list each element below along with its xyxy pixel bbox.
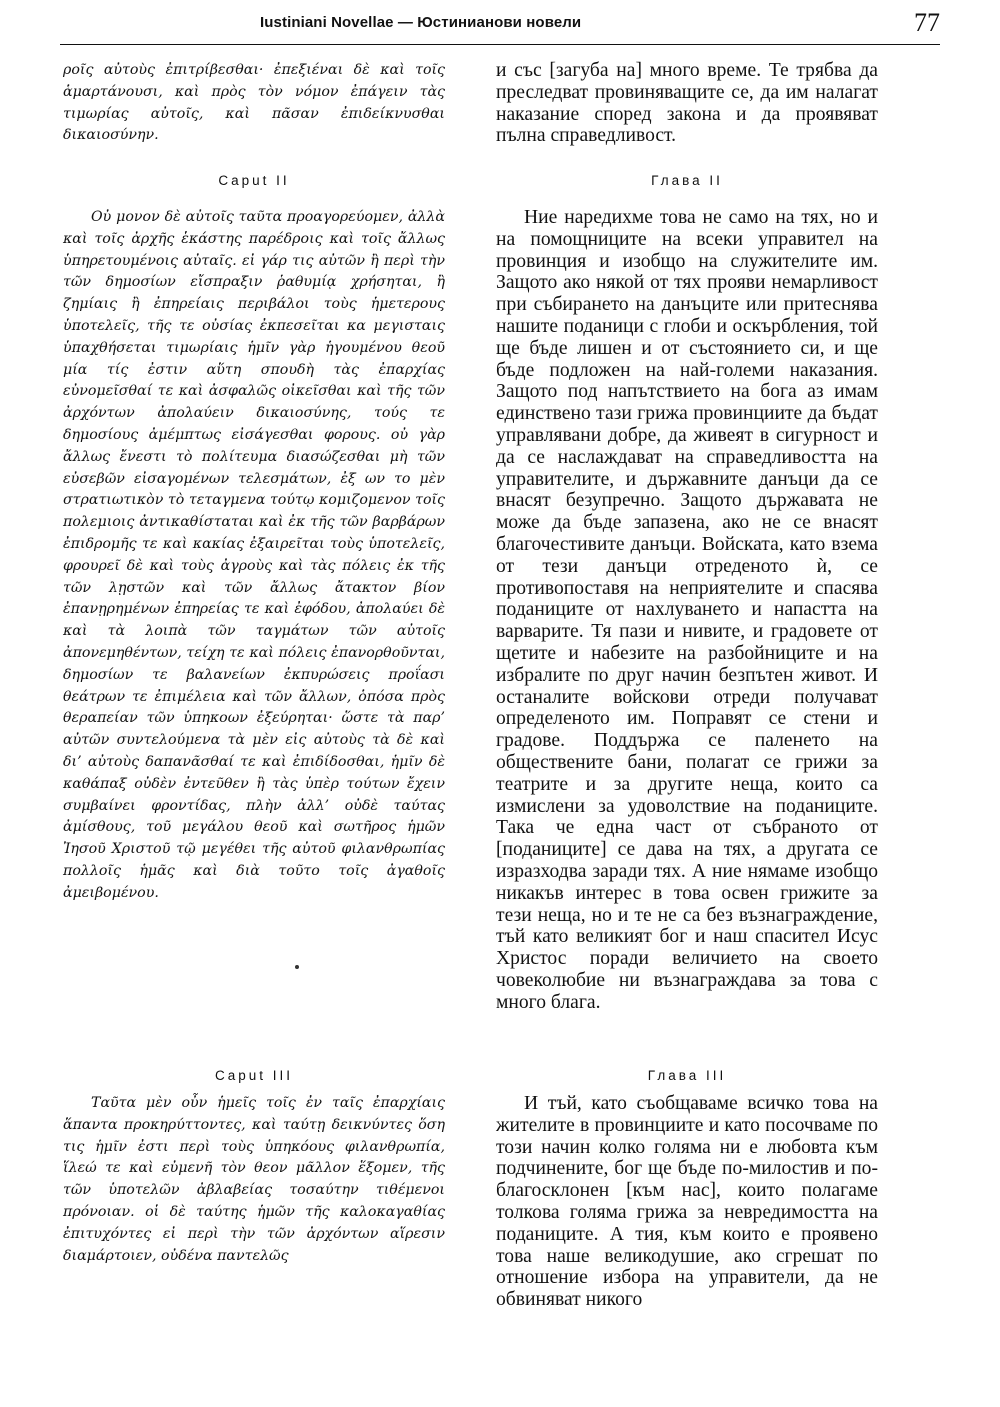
- greek-heading-caput-2: Caput II: [218, 173, 290, 188]
- bulgarian-paragraph-continued: и със [загуба на] много време. Те трябва да преследват провиняващите се, да им налагат наказание според закона и да проявяват пълна справедливост.: [496, 60, 878, 147]
- running-head: Iustiniani Novellae — Юстинианови новели: [260, 14, 582, 31]
- stray-dot: [295, 965, 299, 969]
- page-number: 77: [914, 8, 940, 37]
- greek-paragraph-caput-2: Οὐ μονον δὲ αὐτοῖς ταῦτα προαγορεύομεν, ἀλλὰ καὶ τοῖς ἀρχῆς ἑκάστης παρέδροις καὶ τοῖς ἄλλως ὑπηρετουμένοις αὐταῖς. εἰ γάρ τις αὐτῶν ἢ περὶ τὴν τῶν δημοσίων εἴσπραξιν ῥαθυμίᾳ χρήσηται, ἢ ζημίαις ἢ ἐπηρείαις περιβάλοι τοὺς ἡμετερους ὑποτελεῖς, τῆς τε οὐσίας ἐκπεσεῖται κα μεγισταις ὑπαχθήσεται τιμωρίαις ἡμῖν γὰρ ἡγουμένου θεοῦ μία τίς ἐστιν αὕτη σπουδὴ τὰς ἐπαρχίας εὐνομεῖσθαί τε καὶ ἀσφαλῶς οἰκεῖσθαι καὶ τῆς τῶν ἀρχόντων ἀπολαύειν δικαιοσύνης, τούς τε δημοσίους ἀμέμπτως εἰσάγεσθαι φορους. οὐ γὰρ ἄλλως ἔνεστι τὸ πολίτευμα διασώζεσθαι μὴ τῶν εὐσεβῶν εἰσαγομένων τελεσμάτων, ἐξ ων το μὲν στρατιωτικὸν τὸ τεταγμενα τούτῳ κομιζομενον τοῖς πολεμιοις ἀντικαθίσταται καὶ ἐκ τῆς τῶν βαρβάρων ἐπιδρομῆς τε καὶ κακίας ἐξαιρεῖται τοὺς ὑποτελεῖς, φρουρεῖ δὲ καὶ τοὺς ἀγροὺς καὶ τὰς πόλεις ἐκ τῆς τῶν λῃστῶν καὶ τῶν ἄλλως ἄτακτον βίον ἐπανῃρημένων ἐπηρείας τε καὶ ἐφόδου, ἀπολαύει δὲ καὶ τὰ λοιπὰ τῶν ταγμάτων τῶν αὐτοῖς ἀπονεμηθέντων, τείχη τε καὶ πόλεις ἐπανορθοῦνται, δημοσίων τε βαλανείων ἐκπυρώσεις προΐασι θεάτρων τε ἐπιμέλεια καὶ τῶν ἄλλων, ὁπόσα πρὸς θεραπείαν τῶν ὑπηκοων ἐξεύρηται· ὥστε τὰ παρ’ αὐτῶν συντελούμενα τὰ μὲν εἰς αὐτοὺς τὰ δὲ καὶ δι’ αὐτοὺς δαπανᾶσθαί τε καὶ ἐπιδίδοσθαι, ἡμῖν δὲ καθάπαξ οὐδὲν ἐντεῦθεν ἢ τὰς ὑπὲρ τούτων ἔχειν συμβαίνει φροντίδας, πλὴν ἀλλ’ οὐδὲ ταύτας ἀμίσθους, τοῦ μεγάλου θεοῦ καὶ σωτῆρος ἡμῶν Ἰησοῦ Χριστοῦ τῷ μεγέθει τῆς αὐτοῦ φιλανθρωπίας πολλοῖς ἡμᾶς καὶ διὰ τοῦτο τοῖς ἀγαθοῖς ἀμειβομένου.: [63, 209, 445, 901]
- bulgarian-heading-glava-2: Глава II: [651, 173, 723, 188]
- greek-paragraph-caput-3: Ταῦτα μὲν οὖν ἡμεῖς τοῖς ἐν ταῖς ἐπαρχίαις ἅπαντα προκηρύττοντες, καὶ ταύτῃ δεικνύντες ὅση τις ἡμῖν ἐστι περὶ τοὺς ὑπηκόους φιλανθρωπία, ἵλεώ τε καὶ εὐμενῆ τὸν θεον μᾶλλον ἕξομεν, τῆς τῶν ὑποτελῶν ἀβλαβείας τοσαύτην τιθέμενοι πρόνοιαν. οἱ δὲ ταύτης ἡμῶν τῆς καλοκαγαθίας ἐπιτυχόντες εἰ περὶ τὴν τῶν ἀρχόντων αἵρεσιν διαμάρτοιεν, οὐδένα παντελῶς: [63, 1095, 445, 1264]
- header-rule: [60, 44, 940, 45]
- greek-paragraph-continued: ροῖς αὐτοὺς ἐπιτρίβεσθαι· ἐπεξιέναι δὲ καὶ τοῖς ἁμαρτάνουσι, καὶ πρὸς τὸν νόμον ἐπάγειν τὰς τιμωρίας αὐτοῖς, καὶ πᾶσαν ἐπιδείκνυσθαι δικαιοσύνην.: [63, 62, 445, 144]
- page-header: [60, 6, 940, 40]
- bulgarian-paragraph-glava-2: Ние наредихме това не само на тях, но и на помощниците на всеки управител на провинция и изобщо на служителите им. Защото ако някой от тях прояви немарливост при събирането на данъците или притеснява нашите поданици с глоби и оскърбления, той ще бъде лишен и от състоянието си, и ще бъде подложен на най-големи наказания. Защото под напътствието на бога аз имам единствено тази грижа провинциите да бъдат управлявани добре, да живеят в сигурност и да се наслаждават на справедливостта на управителите, и държавните данъци да се внасят безупречно. Защото държавата не може да бъде запазена, ако не се внасят благочестивите данъци. Войската, като взема от тези данъци отреденото ѝ, се противопоставя на неприятелите и спасява поданиците от нахлуването и напастта на варварите. Тя пази и нивите, и градовете от щетите и набезите на разбойниците и на избралите по друг начин безпътен живот. И останалите войскови отреди получават определеното им. Поправят се стени и градове. Поддържа се паленето на обществените бани, полагат се грижи за театрите и за другите неща, които са измислени за удоволствие на поданиците. Така че една част от събраното от [поданиците] се дава на тях, а другата се изразходва заради тях. А ние нямаме изобщо никакъв интерес в това освен грижите за тези неща, но и те не са без възнаграждение, тъй като великият бог и наш спасител Исус Христос поради величието на своето човеколюбие ни възнаграждава за това с много блага.: [496, 207, 878, 1013]
- bulgarian-paragraph-glava-3: И тъй, като съобщаваме всичко това на жителите в провинциите и като посочваме по този начин колко голяма ни е любовта към подчинените, бог ще бъде по-милостив и по-благосклонен [към нас], които полагаме толкова голяма грижа за невредимостта на поданиците. А тия, към които е проявено това наше великодушие, ако сгрешат по отношение избора на управители, да не обвиняват никого: [496, 1093, 878, 1311]
- bulgarian-heading-glava-3: Глава III: [647, 1068, 727, 1083]
- greek-heading-caput-3: Caput III: [214, 1068, 294, 1083]
